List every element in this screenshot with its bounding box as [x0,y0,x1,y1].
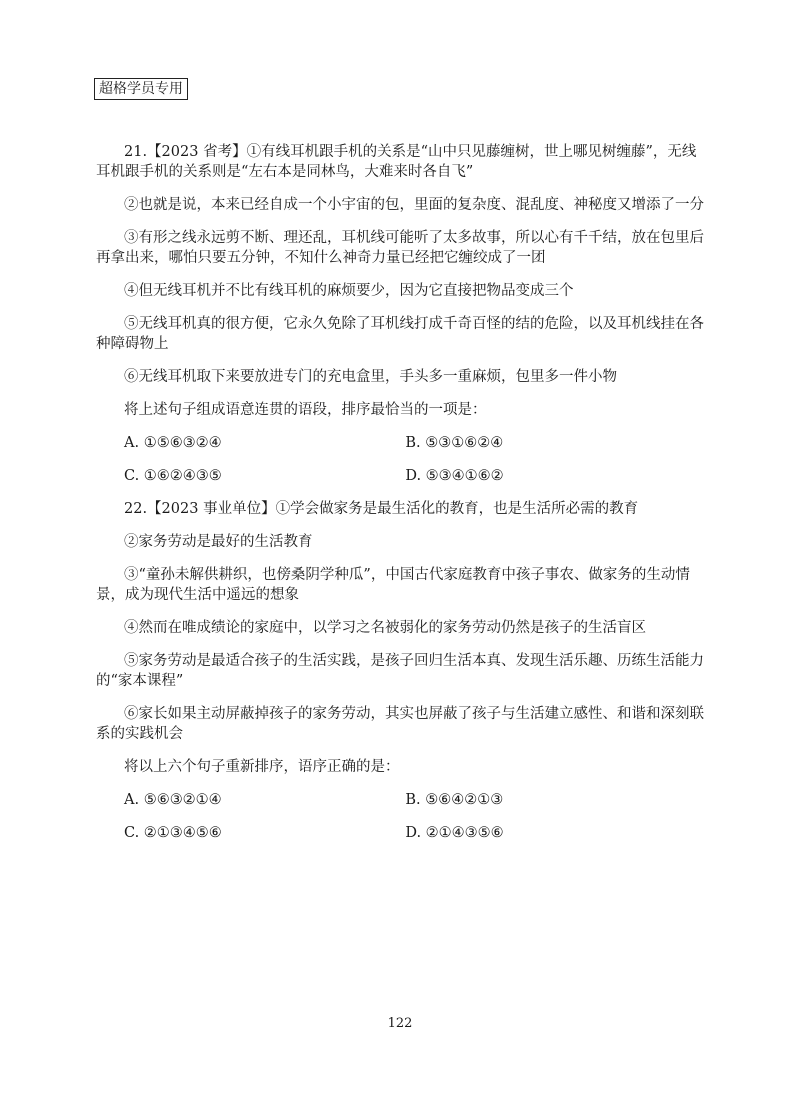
q21-option-a: A. ①⑤⑥③②④ [124,435,222,451]
q21-title: 21.【2023 省考】①有线耳机跟手机的关系是“山中只见藤缠树，世上哪见树缠藤”，无线耳机跟手机的关系则是“左右本是同林鸟，大难来时各自飞” [96,144,697,180]
q21-sentence-5: ⑤无线耳机真的很方便，它永久免除了耳机线打成千奇百怪的结的危险，以及耳机线挂在各种障碍物上 [96,316,704,352]
q21-option-d: D. ⑤③④①⑥② [405,468,504,484]
q22-option-b: B. ⑤⑥④②①③ [405,792,504,808]
q22-sentence-5: ⑤家务劳动是最适合孩子的生活实践，是孩子回归生活本真、发现生活乐趣、历练生活能力的“家本课程” [96,653,704,689]
question-21 [96,142,708,486]
q22-sentence-6: ⑥家长如果主动屏蔽掉孩子的家务劳动，其实也屏蔽了孩子与生活建立感性、和谐和深刻联系的实践机会 [96,706,704,742]
q22-title: 22.【2023 事业单位】①学会做家务是最生活化的教育，也是生活所必需的教育 [124,501,639,517]
q21-option-b: B. ⑤③①⑥②④ [405,435,504,451]
page-content [96,142,708,856]
q21-sentence-3: ③有形之线永远剪不断、理还乱，耳机线可能听了太多故事，所以心有千千结，放在包里后再拿出来，哪怕只要五分钟，不知什么神奇力量已经把它缠绞成了一团 [96,230,704,266]
q21-sentence-4: ④但无线耳机并不比有线耳机的麻烦要少，因为它直接把物品变成三个 [124,283,574,299]
q21-sentence-2: ②也就是说，本来已经自成一个小宇宙的包，里面的复杂度、混乱度、神秘度又增添了一分 [124,197,704,213]
q21-prompt: 将上述句子组成语意连贯的语段，排序最恰当的一项是： [124,402,487,418]
page-number: 122 [387,1016,413,1031]
q21-sentence-6: ⑥无线耳机取下来要放进专门的充电盒里，手头多一重麻烦，包里多一件小物 [124,369,617,385]
q22-sentence-2: ②家务劳动是最好的生活教育 [124,534,313,550]
q21-options-row-2 [96,466,708,486]
question-22 [96,499,708,843]
q22-option-c: C. ②①③④⑤⑥ [124,825,222,841]
q21-option-c: C. ①⑥②④③⑤ [124,468,222,484]
q22-prompt: 将以上六个句子重新排序，语序正确的是： [124,759,400,775]
q22-option-a: A. ⑤⑥③②①④ [124,792,222,808]
q22-options-row-1 [96,790,708,810]
q22-sentence-3: ③“童孙未解供耕织，也傍桑阴学种瓜”，中国古代家庭教育中孩子事农、做家务的生动情景，成为现代生活中遥远的想象 [96,567,690,603]
q22-sentence-4: ④然而在唯成绩论的家庭中，以学习之名被弱化的家务劳动仍然是孩子的生活盲区 [124,620,646,636]
header-tag: 超格学员专用 [94,78,188,100]
q21-options-row-1 [96,433,708,453]
q22-option-d: D. ②①④③⑤⑥ [405,825,504,841]
q22-options-row-2 [96,823,708,843]
